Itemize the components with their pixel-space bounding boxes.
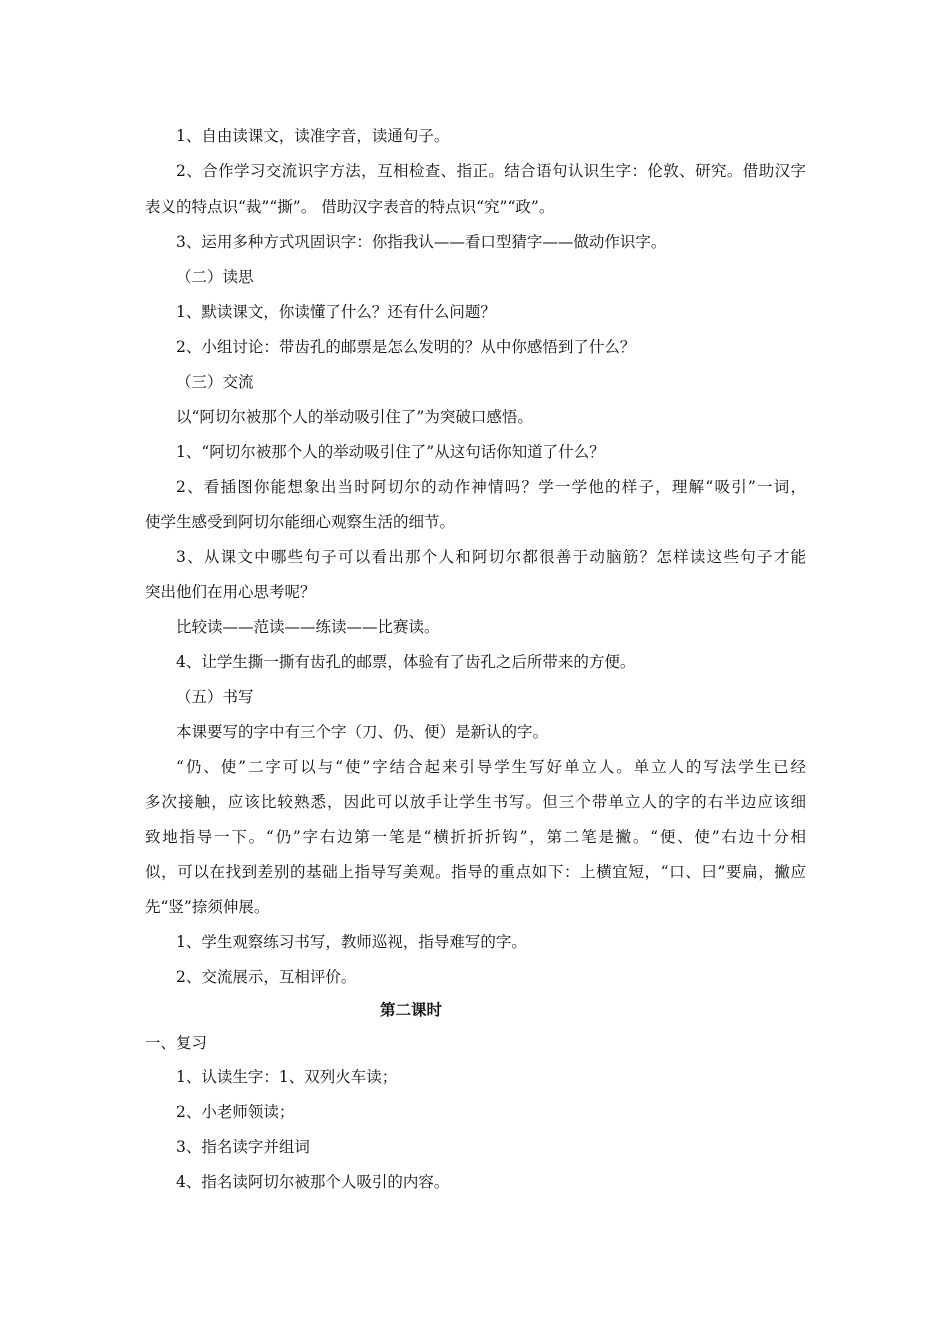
text-line: 1、认读生字：1、双列火车读； bbox=[176, 1068, 398, 1086]
text-line: 比较读——范读——练读——比赛读。 bbox=[176, 618, 440, 636]
text-line: 2、合作学习交流识字方法，互相检查、指正。结合语句认识生字：伦敦、研究。借助汉字 bbox=[176, 162, 806, 180]
text-line: 以“阿切尔被那个人的举动吸引住了”为突破口感悟。 bbox=[176, 408, 533, 426]
text-line: 2、看插图你能想象出当时阿切尔的动作神情吗？学一学他的样子，理解“吸引”一词， bbox=[176, 478, 806, 496]
text-line: 3、从课文中哪些句子可以看出那个人和阿切尔都很善于动脑筋？怎样读这些句子才能 bbox=[176, 548, 806, 566]
text-line: 本课要写的字中有三个字（刀、仍、便）是新认的字。 bbox=[176, 723, 549, 741]
text-line: 4、指名读阿切尔被那个人吸引的内容。 bbox=[176, 1173, 450, 1191]
section-heading: （五）书写 bbox=[176, 688, 254, 706]
text-line: 1、自由读课文，读准字音，读通句子。 bbox=[176, 127, 450, 145]
text-line: 3、指名读字并组词 bbox=[176, 1138, 310, 1156]
text-line: 1、“阿切尔被那个人的举动吸引住了”从这句话你知道了什么？ bbox=[176, 443, 605, 461]
lesson-title: 第二课时 bbox=[380, 1000, 443, 1019]
text-line: “仍、使”二字可以与“使”字结合起来引导学生写好单立人。单立人的写法学生已经 bbox=[176, 758, 806, 776]
text-line: 2、小老师领读； bbox=[176, 1103, 295, 1121]
text-line: 3、运用多种方式巩固识字：你指我认——看口型猜字——做动作识字。 bbox=[176, 233, 667, 251]
text-line: 突出他们在用心思考呢？ bbox=[145, 583, 316, 601]
section-heading: 一、复习 bbox=[145, 1034, 208, 1052]
section-heading: （三）交流 bbox=[176, 373, 254, 391]
text-line: 使学生感受到阿切尔能细心观察生活的细节。 bbox=[145, 513, 456, 531]
text-line: 表义的特点识“裁”“撕”。 借助汉字表音的特点识“究”“政”。 bbox=[145, 198, 555, 216]
text-line: 2、交流展示，互相评价。 bbox=[176, 968, 357, 986]
text-line: 1、默读课文，你读懂了什么？还有什么问题？ bbox=[176, 303, 496, 321]
text-line: 似，可以在找到差别的基础上指导写美观。指导的重点如下：上横宜短，“口、曰”要扁，撇应 bbox=[145, 863, 806, 881]
text-line: 2、小组讨论：带齿孔的邮票是怎么发明的？从中你感悟到了什么？ bbox=[176, 338, 636, 356]
section-heading: （二）读思 bbox=[176, 268, 254, 286]
text-line: 致地指导一下。“仍”字右边第一笔是“横折折折钩”，第二笔是撇。“便、使”右边十分相 bbox=[145, 828, 806, 846]
text-line: 多次接触，应该比较熟悉，因此可以放手让学生书写。但三个带单立人的字的右半边应该细 bbox=[145, 793, 806, 811]
text-line: 1、学生观察练习书写，教师巡视，指导难写的字。 bbox=[176, 933, 527, 951]
text-line: 先“竖”捺须伸展。 bbox=[145, 898, 270, 916]
text-line: 4、让学生撕一撕有齿孔的邮票，体验有了齿孔之后所带来的方便。 bbox=[176, 653, 636, 671]
